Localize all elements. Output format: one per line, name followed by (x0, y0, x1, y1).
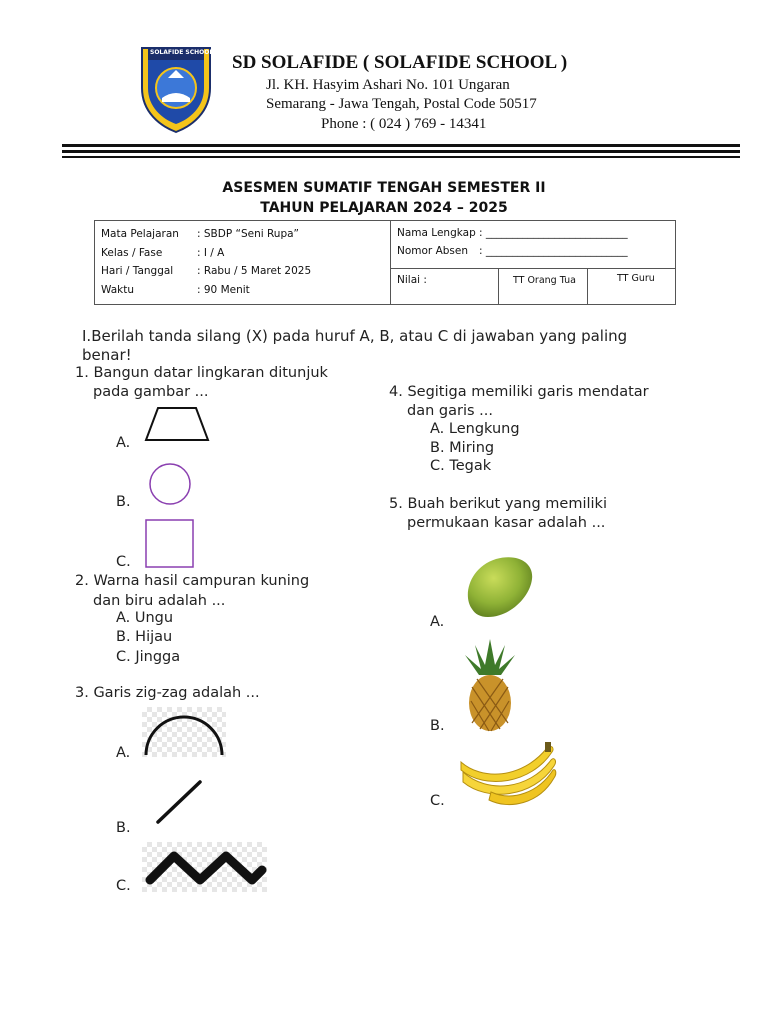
signature-divider-2 (587, 268, 588, 304)
trapezoid-shape (144, 406, 210, 446)
banana-image (457, 740, 557, 812)
subject-label: Mata Pelajaran (101, 228, 179, 240)
address-line-1: Jl. KH. Hasyim Ashari No. 101 Ungaran (266, 77, 510, 93)
question-4-option-a[interactable]: A. Lengkung (430, 421, 520, 437)
signature-divider-1 (498, 268, 499, 304)
absence-number-label: Nomor Absen (397, 245, 469, 257)
question-4-line-2: dan garis ... (407, 403, 493, 419)
question-2-line-2: dan biru adalah ... (93, 593, 226, 609)
pineapple-image (455, 635, 525, 737)
full-name-field[interactable]: : ___________________________ (479, 227, 628, 239)
question-4-option-c[interactable]: C. Tegak (430, 458, 492, 474)
question-4-line-1: 4. Segitiga memiliki garis mendatar (389, 384, 649, 400)
exam-title-line-1: ASESMEN SUMATIF TENGAH SEMESTER II (222, 180, 546, 196)
school-name: SD SOLAFIDE ( SOLAFIDE SCHOOL ) (232, 52, 568, 73)
question-2-option-b[interactable]: B. Hijau (116, 629, 173, 645)
class-label: Kelas / Fase (101, 247, 163, 259)
exam-title-line-2: TAHUN PELAJARAN 2024 – 2025 (260, 200, 508, 216)
time-label: Waktu (101, 284, 134, 296)
header-divider-middle (62, 150, 740, 153)
square-shape (145, 519, 195, 573)
question-3-option-a[interactable]: A. (116, 745, 131, 761)
curved-line-image (142, 707, 226, 757)
slanted-line-image (154, 778, 204, 830)
parent-signature-label: TT Orang Tua (513, 275, 576, 286)
question-2-option-a[interactable]: A. Ungu (116, 610, 174, 626)
question-1-option-b[interactable]: B. (116, 494, 131, 510)
header-divider-bottom (62, 156, 740, 158)
info-vertical-divider (390, 221, 391, 304)
question-2-line-1: 2. Warna hasil campuran kuning (75, 573, 310, 589)
question-1-line-1: 1. Bangun datar lingkaran ditunjuk (75, 365, 328, 381)
score-label: Nilai : (397, 274, 427, 286)
question-5-option-b[interactable]: B. (430, 718, 445, 734)
date-value: : Rabu / 5 Maret 2025 (197, 265, 312, 277)
time-value: : 90 Menit (197, 284, 250, 296)
circle-shape (147, 462, 193, 510)
question-5-line-2: permukaan kasar adalah ... (407, 515, 606, 531)
full-name-label: Nama Lengkap (397, 227, 476, 239)
address-line-2: Semarang - Jawa Tengah, Postal Code 50517 (266, 96, 537, 112)
subject-value: : SBDP “Seni Rupa” (197, 228, 299, 240)
mango-image (462, 553, 538, 625)
question-1-option-a[interactable]: A. (116, 435, 131, 451)
class-value: : I / A (197, 247, 225, 259)
question-5-option-c[interactable]: C. (430, 793, 445, 809)
teacher-signature-label: TT Guru (617, 273, 655, 284)
question-5-line-1: 5. Buah berikut yang memiliki (389, 496, 607, 512)
info-horizontal-divider (390, 268, 676, 269)
question-4-option-b[interactable]: B. Miring (430, 440, 495, 456)
question-1-option-c[interactable]: C. (116, 554, 131, 570)
question-3-line-1: 3. Garis zig-zag adalah ... (75, 685, 260, 701)
student-info-box (94, 220, 676, 305)
phone-line: Phone : ( 024 ) 769 - 14341 (321, 116, 487, 132)
question-2-option-c[interactable]: C. Jingga (116, 649, 181, 665)
zigzag-line-image (142, 842, 267, 892)
question-3-option-b[interactable]: B. (116, 820, 131, 836)
question-5-option-a[interactable]: A. (430, 614, 445, 630)
question-1-line-2: pada gambar ... (93, 384, 209, 400)
absence-number-field[interactable]: : ___________________________ (479, 245, 628, 257)
date-label: Hari / Tanggal (101, 265, 174, 277)
school-logo (138, 44, 214, 134)
logo-text: SOLAFIDE SCHOOL (150, 49, 214, 56)
instruction-line-2: benar! (82, 346, 132, 364)
question-3-option-c[interactable]: C. (116, 878, 131, 894)
instruction-line-1: I.Berilah tanda silang (X) pada huruf A, B, atau C di jawaban yang paling (82, 327, 628, 345)
header-divider-top (62, 144, 740, 147)
